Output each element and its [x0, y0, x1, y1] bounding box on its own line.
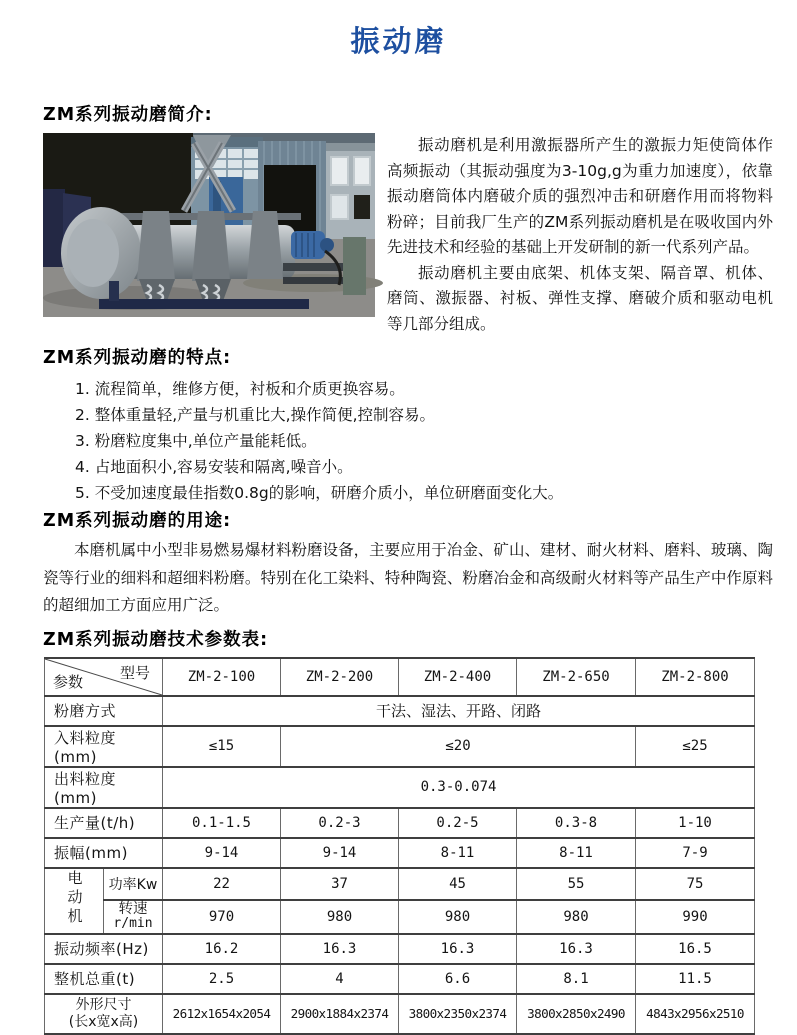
spec-value: 45: [399, 868, 517, 900]
speed-label-unit: r/min: [113, 916, 153, 932]
table-row-motor-speed: [45, 900, 755, 934]
spec-value: 干法、湿法、开路、闭路: [163, 696, 755, 726]
row-label-motor: [45, 868, 104, 934]
row-label: [45, 994, 163, 1034]
row-label: 粉磨方式: [45, 696, 163, 726]
spec-value: 16.3: [399, 934, 517, 964]
spec-value: 16.5: [636, 934, 755, 964]
spec-value: 1-10: [636, 808, 755, 838]
uses-heading: ZM系列振动磨的用途:: [43, 511, 232, 531]
row-label: 出料粒度(mm): [45, 767, 163, 808]
page-title: 振动磨: [350, 24, 447, 58]
feature-item: 3. 粉磨粒度集中,单位产量能耗低。: [75, 432, 317, 450]
table-row-feed-size: [45, 726, 755, 767]
spec-value: 980: [517, 900, 636, 934]
specs-heading: ZM系列振动磨技术参数表:: [43, 629, 269, 650]
intro-heading: ZM系列振动磨简介:: [43, 105, 213, 125]
feature-item: 4. 占地面积小,容易安装和隔离,噪音小。: [75, 458, 353, 476]
spec-value: 0.3-0.074: [163, 767, 755, 808]
mill-photo-illustration: [43, 133, 375, 317]
spec-value: 2612x1654x2054: [163, 994, 281, 1034]
table-row-grinding-method: [45, 696, 755, 726]
spec-value: 980: [281, 900, 399, 934]
spec-value: 4843x2956x2510: [636, 994, 755, 1034]
spec-value: 0.2-5: [399, 808, 517, 838]
spec-value: 8-11: [517, 838, 636, 868]
spec-value: 16.3: [517, 934, 636, 964]
corner-cell: [45, 658, 163, 696]
features-heading: ZM系列振动磨的特点:: [43, 348, 232, 368]
spec-value: 0.1-1.5: [163, 808, 281, 838]
table-row-amplitude: [45, 838, 755, 868]
spec-value: 990: [636, 900, 755, 934]
motor-label: 电动机: [65, 870, 84, 927]
table-row-dimensions: [45, 994, 755, 1034]
spec-value: 9-14: [163, 838, 281, 868]
spec-value: 0.2-3: [281, 808, 399, 838]
row-label: 功率Kw: [104, 868, 163, 900]
model-header: ZM-2-400: [399, 658, 517, 696]
table-row-weight: [45, 964, 755, 994]
table-row-capacity: [45, 808, 755, 838]
row-label: 振幅(mm): [45, 838, 163, 868]
spec-value: 55: [517, 868, 636, 900]
model-header: ZM-2-200: [281, 658, 399, 696]
spec-value: 16.2: [163, 934, 281, 964]
spec-value: 8.1: [517, 964, 636, 994]
feature-item: 1. 流程简单，维修方便，衬板和介质更换容易。: [75, 380, 405, 398]
feature-item: 2. 整体重量轻,产量与机重比大,操作简便,控制容易。: [75, 406, 435, 424]
spec-value: ≤15: [163, 726, 281, 767]
spec-value: 2900x1884x2374: [281, 994, 399, 1034]
spec-value: 970: [163, 900, 281, 934]
feature-item: 5. 不受加速度最佳指数0.8g的影响，研磨介质小，单位研磨面变化大。: [75, 484, 564, 502]
table-header-row: [45, 658, 755, 696]
model-header: ZM-2-800: [636, 658, 755, 696]
row-label: 整机总重(t): [45, 964, 163, 994]
spec-value: 3800x2850x2490: [517, 994, 636, 1034]
spec-value: 11.5: [636, 964, 755, 994]
table-row-frequency: [45, 934, 755, 964]
spec-value: 980: [399, 900, 517, 934]
spec-value: 22: [163, 868, 281, 900]
dims-label-line1: 外形尺寸: [75, 997, 132, 1014]
row-label: 入料粒度(mm): [45, 726, 163, 767]
dims-label-line2: (长x宽x高): [68, 1013, 139, 1030]
spec-value: 6.6: [399, 964, 517, 994]
table-row-motor-power: [45, 868, 755, 900]
intro-section: [43, 133, 773, 337]
speed-label-cn: 转速: [118, 900, 148, 917]
spec-value: 8-11: [399, 838, 517, 868]
spec-value: ≤20: [281, 726, 636, 767]
specs-table: [44, 657, 755, 1035]
model-header: ZM-2-650: [517, 658, 636, 696]
corner-label-model: 型号: [119, 663, 150, 682]
intro-text-column: [387, 133, 773, 337]
intro-paragraph-1: 振动磨机是利用激振器所产生的激振力矩使筒体作高频振动（其振动强度为3-10g,g为重力加速度），依靠振动磨筒体内磨破介质的强烈冲击和研磨作用而将物料粉碎；目前我厂生产的ZM系列振动磨机是在吸收国内外先进技术和经验的基础上开发研制的新一代系列产品。: [387, 136, 773, 256]
feature-list: [75, 376, 773, 506]
spec-value: 9-14: [281, 838, 399, 868]
spec-value: 3800x2350x2374: [399, 994, 517, 1034]
spec-value: 7-9: [636, 838, 755, 868]
table-row-output-size: [45, 767, 755, 808]
spec-value: 37: [281, 868, 399, 900]
spec-value: 4: [281, 964, 399, 994]
mill-photo: [43, 133, 375, 317]
row-label: 生产量(t/h): [45, 808, 163, 838]
spec-value: 0.3-8: [517, 808, 636, 838]
corner-label-param: 参数: [53, 672, 84, 691]
spec-value: 16.3: [281, 934, 399, 964]
intro-paragraph-2: 振动磨机主要由底架、机体支架、隔音罩、机体、磨筒、激振器、衬板、弹性支撑、磨破介质和驱动电机等几部分组成。: [387, 263, 773, 333]
uses-paragraph: 本磨机属中小型非易燃易爆材料粉磨设备，主要应用于冶金、矿山、建材、耐火材料、磨料、玻璃、陶瓷等行业的细料和超细料粉磨。特别在化工染料、特种陶瓷、粉磨冶金和高级耐火材料等产品生产中作原料的超细加工方面应用广泛。: [43, 541, 773, 614]
spec-value: 2.5: [163, 964, 281, 994]
model-header: ZM-2-100: [163, 658, 281, 696]
spec-value: ≤25: [636, 726, 755, 767]
row-label: 振动频率(Hz): [45, 934, 163, 964]
spec-value: 75: [636, 868, 755, 900]
row-label: [104, 900, 163, 934]
